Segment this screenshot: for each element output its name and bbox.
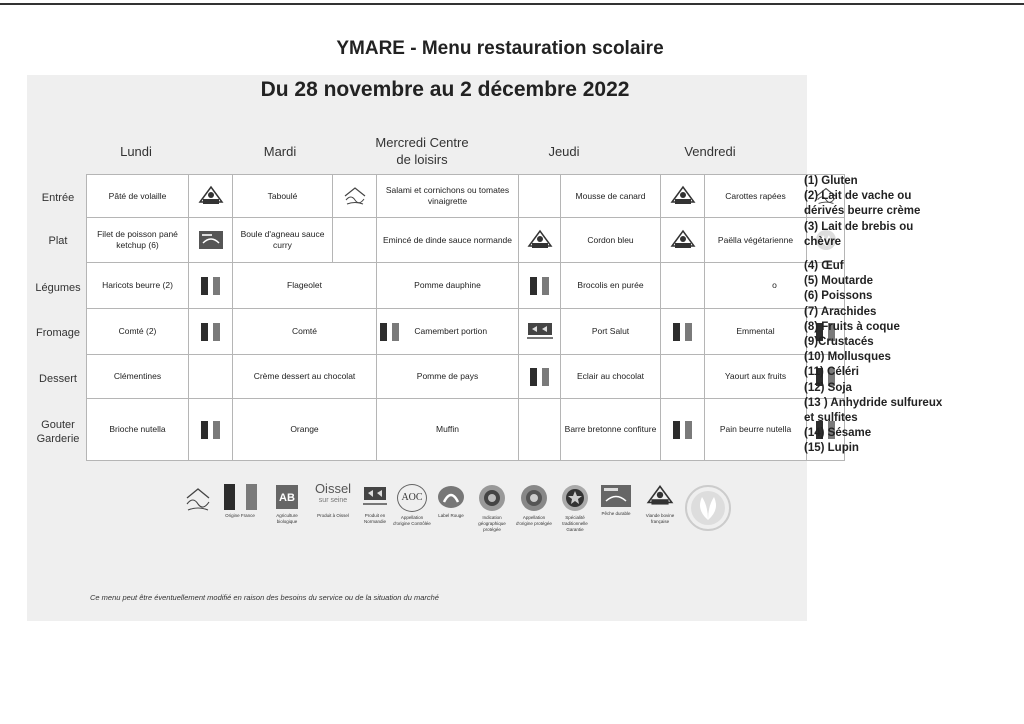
allergen-item: (8) Fruits à coque: [804, 320, 900, 333]
normandie-icon: [361, 484, 389, 510]
cell-entree-mercredi-label: [519, 175, 561, 218]
cell-fromage-mercredi-label: [519, 309, 561, 355]
legend-caption: Pêche durable: [601, 511, 631, 516]
legend-item-vegetarien: [682, 484, 734, 532]
legend-caption: Agriculture biologique: [276, 513, 298, 524]
table-row-fromage: [87, 309, 845, 355]
allergen-list: [804, 174, 1019, 457]
aoc-icon: AOC: [397, 484, 427, 512]
allergen-item: (9)Crustacés: [804, 336, 874, 349]
origine-france-flag-icon: [673, 323, 693, 341]
cell-dessert-jeudi-label: [661, 355, 705, 399]
allergen-item: (14) Sésame: [804, 427, 872, 440]
legend-item-label-rouge: [432, 484, 470, 519]
cell-fromage-vendredi: Emmental: [705, 309, 807, 355]
cell-dessert-mardi: Crème dessert au chocolat: [233, 355, 377, 399]
legend-item-normandie: [358, 484, 392, 525]
table-row-dessert: [87, 355, 845, 399]
label-legend: [180, 480, 740, 570]
cell-fromage-lundi: Comté (2): [87, 309, 189, 355]
normandie-icon: [525, 322, 555, 342]
peche-durable-icon: [198, 230, 224, 250]
row-label-legumes: Légumes: [35, 282, 81, 294]
cell-plat-lundi: Filet de poisson pané ketchup (6): [87, 218, 189, 263]
cell-dessert-vendredi: Yaourt aux fruits: [705, 355, 807, 399]
origine-france-flag-icon: [530, 368, 550, 386]
allergen-item: (10) Mollusques: [804, 351, 891, 364]
cell-entree-lundi: Pâté de volaille: [87, 175, 189, 218]
peche-durable-icon: [600, 484, 632, 508]
table-row-plat: [87, 218, 845, 263]
oissel-logo-text: Oissel: [314, 481, 352, 496]
top-edge-line: [0, 3, 1024, 5]
cell-entree-mardi-label: [333, 175, 377, 218]
origine-france-flag-icon: [380, 323, 400, 341]
table-row-legumes: [87, 263, 845, 309]
cell-entree-vendredi: Carottes rapées: [705, 175, 807, 218]
cell-plat-mercredi: Emincé de dinde sauce normande: [377, 218, 519, 263]
legend-caption: Viande bovine française: [645, 513, 675, 524]
cell-legumes-mardi: Flageolet: [233, 263, 377, 309]
ab-bio-icon: [275, 484, 299, 510]
cell-fromage-mardi: Comté: [233, 309, 377, 355]
stg-icon: [561, 484, 589, 512]
menu-table: [86, 174, 845, 461]
cell-gouter-jeudi: Barre bretonne confiture: [561, 399, 661, 461]
legend-caption: Appellation d'origine Contrôlée: [393, 515, 431, 526]
oissel-logo-sub: sur seine: [318, 497, 348, 504]
legend-item-viande-bovine: [640, 482, 680, 525]
cell-legumes-mercredi: Pomme dauphine: [377, 263, 519, 309]
legend-item-igp: [472, 484, 512, 533]
legend-caption: Produit en Normandie: [363, 513, 386, 524]
cell-fromage-mercredi-text: Camembert portion: [414, 325, 488, 336]
cell-fromage-jeudi: Port Salut: [561, 309, 661, 355]
cell-dessert-jeudi: Eclair au chocolat: [561, 355, 661, 399]
cell-legumes-mercredi-label: [519, 263, 561, 309]
allergen-item: (11) Céléri: [804, 366, 859, 379]
cell-plat-jeudi: Cordon bleu: [561, 218, 661, 263]
cell-fromage-lundi-label: [189, 309, 233, 355]
cell-gouter-mercredi-label: [519, 399, 561, 461]
table-row-gouter: [87, 399, 845, 461]
legend-item-stg: [554, 484, 596, 533]
cell-legumes-vendredi: o: [705, 263, 845, 309]
cell-plat-mardi: Boule d'agneau sauce curry: [233, 218, 333, 263]
cell-dessert-lundi-label: [189, 355, 233, 399]
cell-entree-jeudi-label: [661, 175, 705, 218]
cell-gouter-mercredi: Muffin: [377, 399, 519, 461]
origine-france-flag-icon: [201, 323, 221, 341]
viande-bovine-icon: [645, 482, 675, 510]
origine-france-flag-icon: [530, 277, 550, 295]
allergen-item: chèvre: [804, 235, 842, 248]
origine-france-flag-icon: [223, 484, 257, 510]
oissel-logo-icon: [308, 482, 358, 510]
cell-gouter-mardi: Orange: [233, 399, 377, 461]
viande-bovine-icon: [197, 184, 225, 208]
fait-maison-icon: [182, 484, 214, 516]
page-title: YMARE - Menu restauration scolaire: [336, 38, 664, 59]
allergen-item: (5) Moutarde: [804, 275, 873, 288]
cell-fromage-mercredi: [377, 309, 519, 355]
row-label-dessert: Dessert: [39, 373, 77, 385]
cell-entree-lundi-label: [189, 175, 233, 218]
cell-plat-jeudi-label: [661, 218, 705, 263]
cell-dessert-mercredi-label: [519, 355, 561, 399]
svg-text:AB: AB: [279, 492, 295, 504]
cell-legumes-jeudi: Brocolis en purée: [561, 263, 661, 309]
cell-plat-mardi-label: [333, 218, 377, 263]
cell-entree-jeudi: Mousse de canard: [561, 175, 661, 218]
origine-france-flag-icon: [201, 421, 221, 439]
cell-gouter-lundi: Brioche nutella: [87, 399, 189, 461]
row-label-fromage: Fromage: [35, 327, 81, 339]
cell-plat-lundi-label: [189, 218, 233, 263]
allergen-item: (13 ) Anhydride sulfureux: [804, 396, 943, 409]
legend-caption: Appellation d'origine protégée: [516, 515, 552, 526]
legend-caption: Origine France: [225, 513, 255, 518]
cell-gouter-lundi-label: [189, 399, 233, 461]
cell-legumes-lundi: Haricots beurre (2): [87, 263, 189, 309]
igp-icon: [478, 484, 506, 512]
cell-plat-vendredi: Paëlla végétarienne: [705, 218, 807, 263]
allergen-item: dérivés beurre crème: [804, 205, 921, 218]
fait-maison-icon: [341, 184, 369, 208]
cell-legumes-jeudi-label: [661, 263, 705, 309]
legend-item-oissel: [308, 482, 358, 519]
origine-france-flag-icon: [201, 277, 221, 295]
allergen-item: (12) Soja: [804, 381, 852, 394]
day-header-mercredi: Mercredi Centre de loisirs: [375, 135, 469, 167]
allergen-item: (4) Œuf: [804, 260, 844, 273]
cell-dessert-mercredi: Pomme de pays: [377, 355, 519, 399]
cell-entree-mercredi: Salami et cornichons ou tomates vinaigrette: [377, 175, 519, 218]
disclaimer-footnote: Ce menu peut être éventuellement modifié en raison des besoins du service ou de la situation du marché: [90, 593, 439, 602]
legend-item-ab: [266, 484, 308, 525]
legend-caption: Indication géographique protégée: [478, 515, 506, 532]
table-row-entree: [87, 175, 845, 218]
legend-caption: Produit à Oissel: [317, 513, 349, 518]
legend-caption: Spécialité traditionnelle Garantie: [562, 515, 588, 532]
legend-caption: Label Rouge: [438, 513, 464, 518]
allergen-item: (2) Lait de vache ou: [804, 190, 912, 203]
allergen-item: et sulfites: [804, 412, 858, 425]
legend-item-aoc: [392, 484, 432, 527]
cell-gouter-vendredi: Pain beurre nutella: [705, 399, 807, 461]
label-rouge-icon: [436, 484, 466, 510]
cell-plat-mercredi-label: [519, 218, 561, 263]
cell-gouter-jeudi-label: [661, 399, 705, 461]
vegetarien-icon: [684, 484, 732, 532]
origine-france-flag-icon: [673, 421, 693, 439]
viande-bovine-icon: [669, 184, 697, 208]
day-header-mardi: Mardi: [263, 144, 297, 159]
allergen-item: (7) Arachides: [804, 305, 877, 318]
cell-dessert-lundi: Clémentines: [87, 355, 189, 399]
legend-item-peche-durable: [598, 484, 634, 517]
day-header-jeudi: Jeudi: [548, 144, 580, 159]
allergen-item: (1) Gluten: [804, 175, 858, 187]
cell-legumes-lundi-label: [189, 263, 233, 309]
viande-bovine-icon: [526, 228, 554, 252]
row-label-entree: Entrée: [41, 192, 75, 204]
legend-item-fait-maison: [180, 484, 216, 516]
row-label-plat: Plat: [48, 235, 68, 247]
week-subtitle: Du 28 novembre au 2 décembre 2022: [260, 78, 630, 101]
viande-bovine-icon: [669, 228, 697, 252]
day-header-lundi: Lundi: [120, 144, 152, 159]
allergen-item: (6) Poissons: [804, 290, 873, 303]
row-label-gouter: Gouter Garderie: [36, 419, 80, 445]
cell-fromage-jeudi-label: [661, 309, 705, 355]
allergen-item: (3) Lait de brebis ou: [804, 220, 914, 233]
legend-item-aop: [514, 484, 554, 527]
allergen-item: (15) Lupin: [804, 442, 859, 455]
cell-entree-mardi: Taboulé: [233, 175, 333, 218]
legend-item-origine-france: [216, 484, 264, 519]
day-header-vendredi: Vendredi: [684, 144, 736, 159]
aop-icon: [520, 484, 548, 512]
